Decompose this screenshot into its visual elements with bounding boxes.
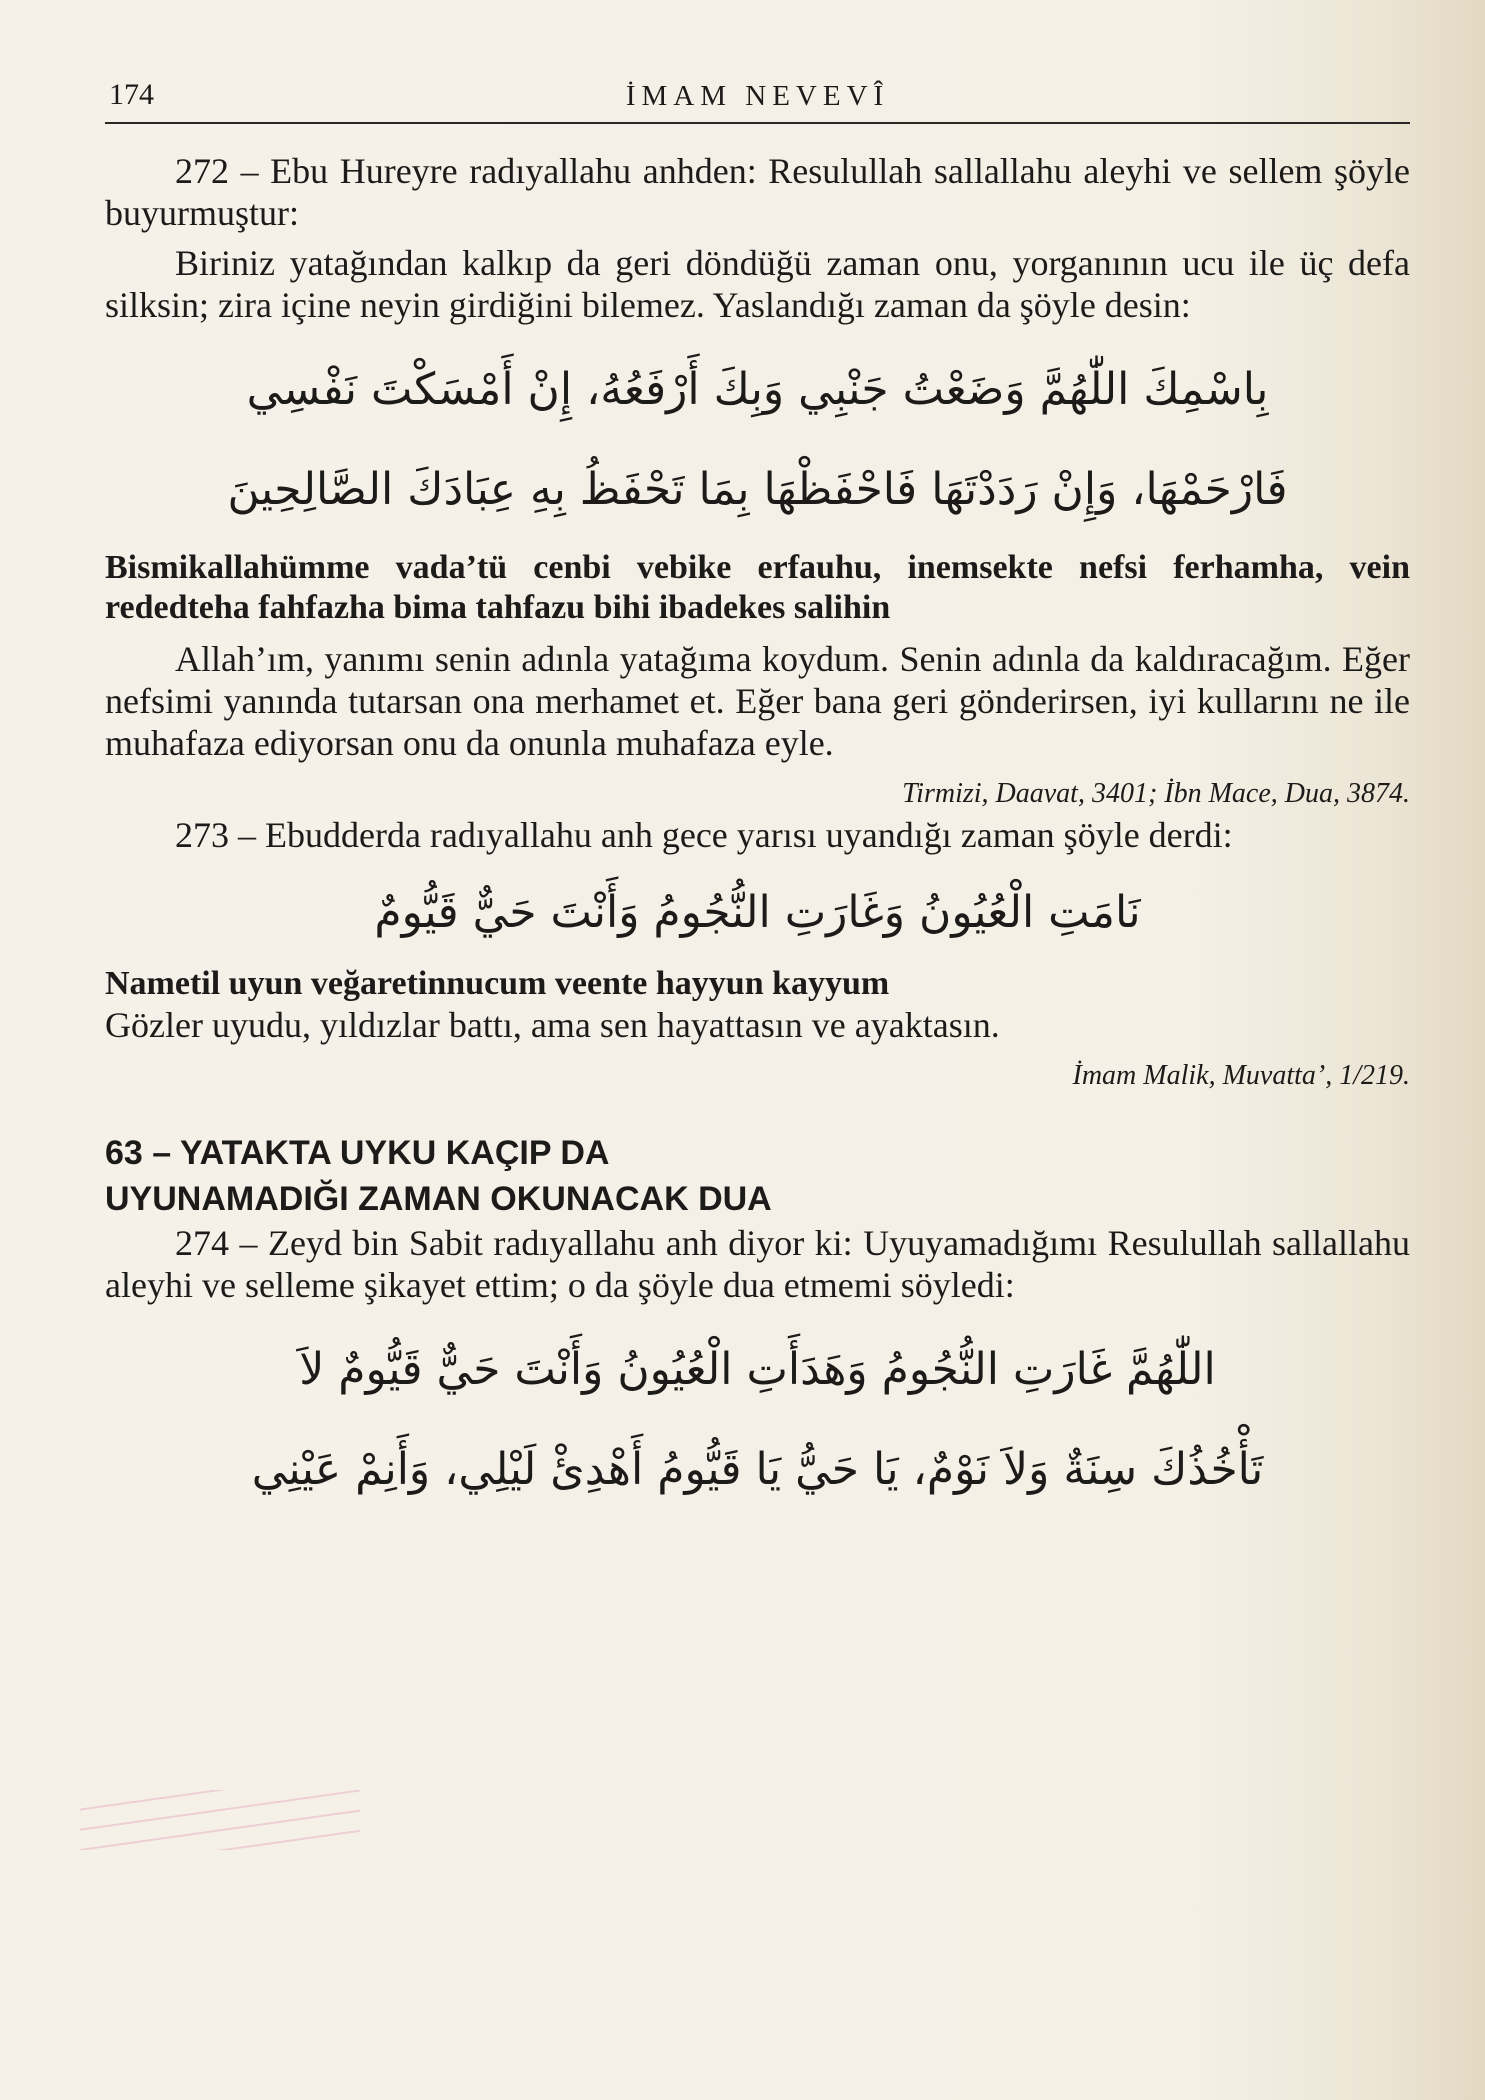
hadith-272-source: Tirmizi, Daavat, 3401; İbn Mace, Dua, 3874.	[902, 778, 1410, 809]
faded-stamp-mark	[80, 1790, 360, 1850]
page-number: 174	[109, 78, 154, 111]
hadith-272-intro: 272 – Ebu Hureyre radıyallahu anhden: Resulullah sallallahu aleyhi ve sellem şöyle buyurmuştur:	[105, 151, 1410, 233]
hadith-273-source: İmam Malik, Muvatta’, 1/219.	[1072, 1060, 1410, 1091]
hadith-272-text: Biriniz yatağından kalkıp da geri döndüğü zaman onu, yorganının ucu ile üç defa silksin; zira içine neyin girdiğini bilemez. Yaslandığı zaman da şöyle desin:	[105, 243, 1410, 325]
hadith-274-arabic	[105, 1320, 1410, 1520]
chapter-title-line: UYUNAMADIĞI ZAMAN OKUNACAK DUA	[105, 1180, 772, 1218]
arabic-line: تَأْخُذُكَ سِنَةٌ وَلاَ نَوْمٌ، يَا حَيُّ يَا قَيُّومُ أَهْدِئْ لَيْلِي، وَأَنِمْ عَيْنِي	[251, 1444, 1264, 1495]
arabic-line: اللّٰهُمَّ غَارَتِ النُّجُومُ وَهَدَأَتِ الْعُيُونُ وَأَنْتَ حَيٌّ قَيُّومٌ لاَ	[299, 1344, 1216, 1395]
running-title: İMAM NEVEVÎ	[625, 80, 890, 112]
chapter-title-line: 63 – YATAKTA UYKU KAÇIP DA	[105, 1134, 610, 1172]
hadith-273-intro: 273 – Ebudderda radıyallahu anh gece yarısı uyandığı zaman şöyle derdi:	[175, 815, 1233, 855]
hadith-273-transliteration: Nametil uyun veğaretinnucum veente hayyun kayyum	[105, 965, 890, 1002]
hadith-272-arabic	[105, 340, 1410, 540]
page-content	[105, 150, 1410, 1528]
hadith-272-transliteration: Bismikallahümme vada’tü cenbi vebike erfauhu, inemsekte nefsi ferhamha, vein rededteha fahfazha bima tahfazu bihi ibadekes salihin	[105, 549, 1410, 626]
page-header	[105, 78, 1410, 124]
hadith-273-meaning: Gözler uyudu, yıldızlar battı, ama sen hayattasın ve ayaktasın.	[105, 1005, 1000, 1045]
hadith-273-arabic: نَامَتِ الْعُيُونُ وَغَارَتِ النُّجُومُ وَأَنْتَ حَيٌّ قَيُّومٌ	[374, 887, 1141, 938]
arabic-line: بِاسْمِكَ اللّٰهُمَّ وَضَعْتُ جَنْبِي وَبِكَ أَرْفَعُهُ، إِنْ أَمْسَكْتَ نَفْسِي	[246, 364, 1269, 415]
chapter-heading	[105, 1130, 1410, 1222]
arabic-line: فَارْحَمْهَا، وَإِنْ رَدَدْتَهَا فَاحْفَظْهَا بِمَا تَحْفَظُ بِهِ عِبَادَكَ الصَّالِحِينَ	[227, 464, 1288, 515]
hadith-274-intro: 274 – Zeyd bin Sabit radıyallahu anh diyor ki: Uyuyamadığımı Resulullah sallallahu aleyhi ve selleme şikayet ettim; o da şöyle dua etmemi söyledi:	[105, 1223, 1410, 1305]
hadith-272-meaning: Allah’ım, yanımı senin adınla yatağıma koydum. Senin adınla da kaldıracağım. Eğer nefsimi yanında tutarsan ona merhamet et. Eğer bana geri gönderirsen, iyi kullarını ne ile muhafaza ediyorsan onu da onunla muhafaza eyle.	[105, 639, 1410, 763]
